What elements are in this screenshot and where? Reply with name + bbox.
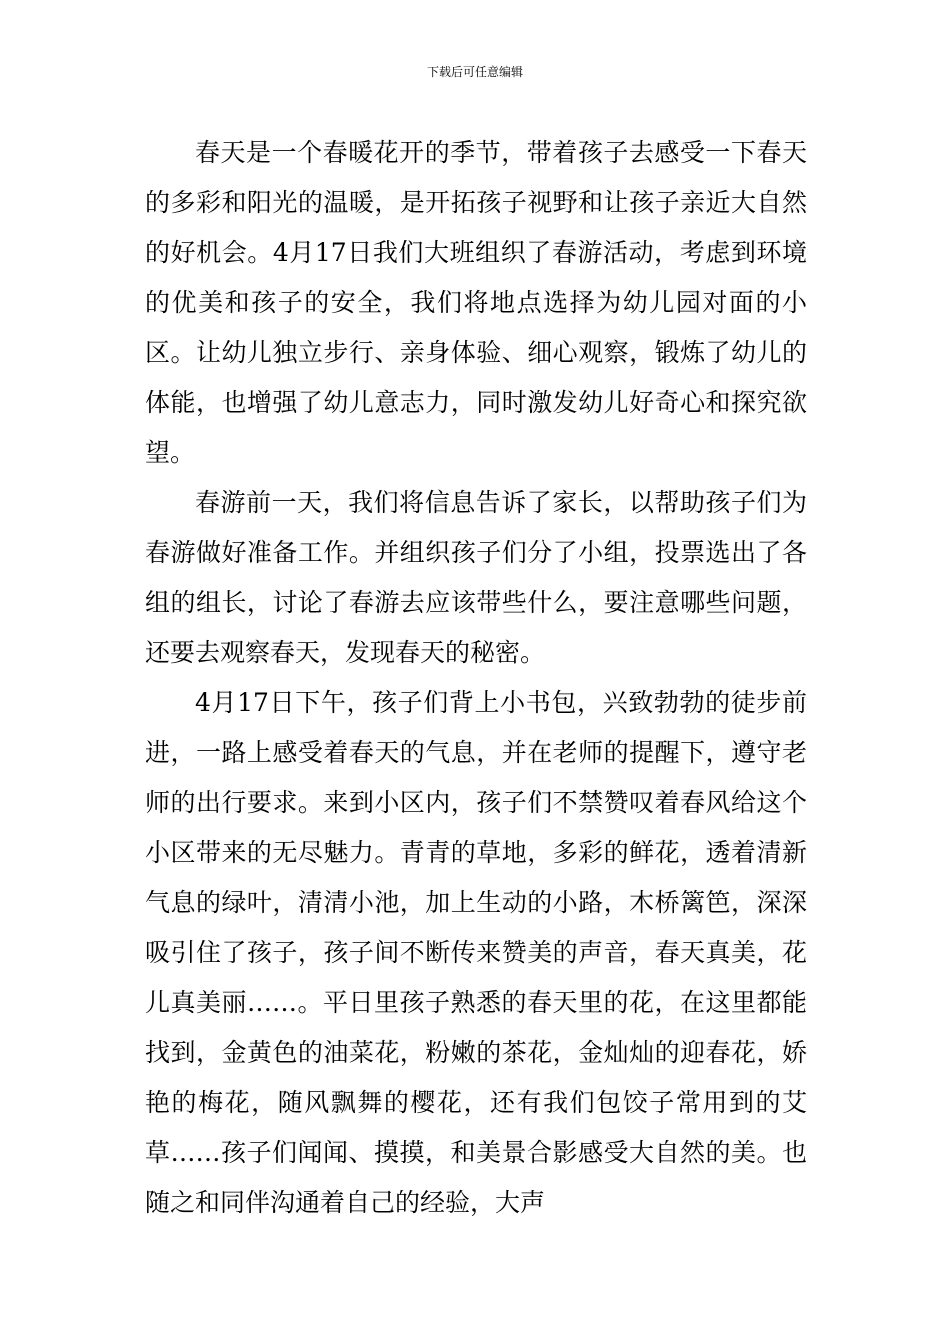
paragraph-2: 春游前一天，我们将信息告诉了家长，以帮助孩子们为春游做好准备工作。并组织孩子们分了小组，投票选出了各组的组长，讨论了春游去应该带些什么，要注意哪些问题，还要去观察春天，发现春天的秘密。 [145,488,807,667]
document-body [145,128,807,1228]
paragraph-1: 春天是一个春暖花开的季节，带着孩子去感受一下春天的多彩和阳光的温暖，是开拓孩子视野和让孩子亲近大自然的好机会。4月17日我们大班组织了春游活动，考虑到环境的优美和孩子的安全，我们将地点选择为幼儿园对面的小区。让幼儿独立步行、亲身体验、细心观察，锻炼了幼儿的体能，也增强了幼儿意志力，同时激发幼儿好奇心和探究欲望。 [145,138,807,467]
paragraph-3: 4月17日下午，孩子们背上小书包，兴致勃勃的徒步前进，一路上感受着春天的气息，并在老师的提醒下，遵守老师的出行要求。来到小区内，孩子们不禁赞叹着春风给这个小区带来的无尽魅力。青青的草地，多彩的鲜花，透着清新气息的绿叶，清清小池，加上生动的小路，木桥篱笆，深深吸引住了孩子，孩子间不断传来赞美的声音，春天真美，花儿真美丽……。平日里孩子熟悉的春天里的花，在这里都能找到，金黄色的油菜花，粉嫩的茶花，金灿灿的迎春花，娇艳的梅花，随风飘舞的樱花，还有我们包饺子常用到的艾草……孩子们闻闻、摸摸，和美景合影感受大自然的美。也随之和同伴沟通着自己的经验，大声 [145,688,807,1217]
page-header: 下载后可任意编辑 [426,65,523,79]
